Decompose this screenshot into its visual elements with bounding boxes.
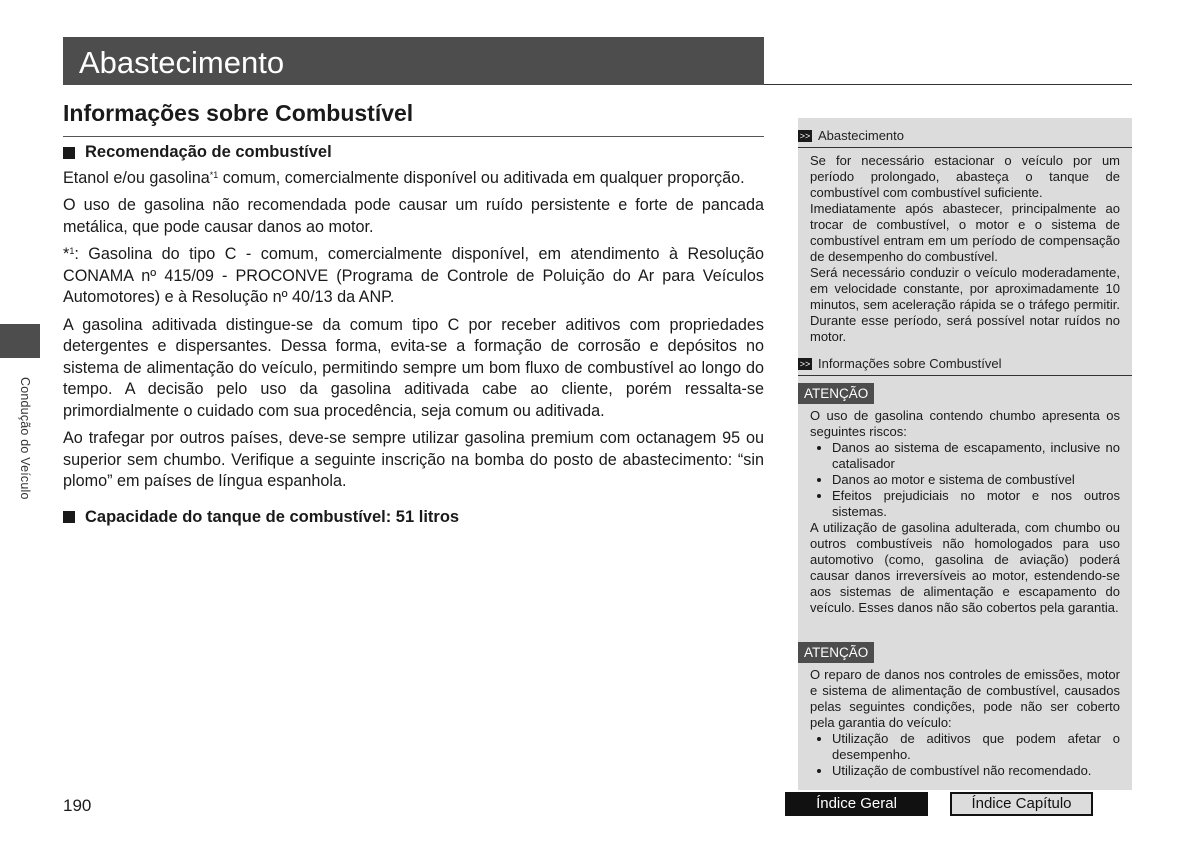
- warning-badge: ATENÇÃO: [798, 383, 874, 404]
- chapter-side-label: Condução do Veículo: [18, 377, 32, 500]
- paragraph-warning-knock: O uso de gasolina não recomendada pode causar um ruído persistente e forte de pancada metálica, que pode causar danos ao motor.: [63, 196, 764, 236]
- general-index-button[interactable]: Índice Geral: [785, 792, 928, 816]
- title-underline: [764, 84, 1132, 85]
- list-item: • Utilização de aditivos que podem afetar o desempenho.: [832, 731, 1120, 763]
- list-item: • Efeitos prejudiciais no motor e nos outros sistemas.: [832, 488, 1120, 520]
- section-divider: [63, 136, 764, 137]
- square-bullet-icon: [63, 147, 75, 159]
- chapter-title: Abastecimento: [79, 45, 285, 80]
- chapter-title-bar: [63, 37, 764, 85]
- chapter-index-button[interactable]: Índice Capítulo: [950, 792, 1093, 816]
- list-item: • Danos ao sistema de escapamento, inclusive no catalisador: [832, 440, 1120, 472]
- main-content: [63, 142, 764, 532]
- warning-lead-fuel: O uso de gasolina contendo chumbo apresenta os seguintes riscos: • Danos ao sistema de escapamento, inclusive no catalisador • Danos ao motor e sistema de combustível • Efeitos prejudiciais no motor e nos outros sistemas. A utilização de gasolina adulterada, com chumbo ou outros combustíveis não homologados para uso automotivo (como, gasolina de aviação) poderá causar danos irreversíveis ao motor, estendendo-se aos sistemas de alimentação e escapamento do veículo. Esses danos não são cobertos pela garantia.: [810, 408, 1120, 616]
- capacity-heading: Capacidade do tanque de combustível: 51 litros: [63, 507, 764, 529]
- reference-fuel-info[interactable]: >> Informações sobre Combustível: [798, 356, 1132, 376]
- recommendation-heading: Recomendação de combustível: [63, 142, 764, 164]
- chapter-side-tab: [0, 324, 40, 358]
- list-item: • Utilização de combustível não recomendado.: [832, 763, 1120, 779]
- sidebar-notes: [798, 118, 1132, 790]
- list-item: • Danos ao motor e sistema de combustível: [832, 472, 1120, 488]
- page-number: 190: [63, 796, 92, 815]
- paragraph-foreign-countries: Ao trafegar por outros países, deve-se sempre utilizar gasolina premium com octanagem 95 ou superior sem chumbo. Verifique a seguinte inscrição na bomba do posto de abastecimento: “sin plomo” em países de língua espanhola.: [63, 429, 764, 490]
- double-arrow-icon: >>: [799, 359, 811, 369]
- section-title: Informações sobre Combustível: [63, 100, 414, 126]
- square-bullet-icon: [63, 511, 75, 523]
- warning-badge: ATENÇÃO: [798, 642, 874, 663]
- reference-abastecimento[interactable]: >> Abastecimento: [798, 128, 1132, 148]
- paragraph-additive-gasoline: A gasolina aditivada distingue-se da comum tipo C por receber aditivos com propriedades detergentes e dispersantes. Dessa forma, evita-se a formação de corrosão e depósitos no sistema de alimentação do veículo, permitindo sempre um bom fluxo de combustível ao longo do tempo. A decisão pelo uso da gasolina aditivada cabe ao cliente, porém ressalta-se primordialmente o cuidado com sua procedência, seja comum ou aditivada.: [63, 315, 764, 420]
- paragraph-fuel-type: Etanol e/ou gasolina$^{*1}$ comum, comercialmente disponível ou aditivada em qualquer proporção.: [63, 168, 745, 187]
- warning-emissions: O reparo de danos nos controles de emissões, motor e sistema de alimentação de combustível, causados pelas seguintes condições, pode não ser coberto pela garantia do veículo: • Utilização de aditivos que podem afetar o desempenho. • Utilização de combustível não recomendado.: [810, 667, 1120, 779]
- refuel-notes: Se for necessário estacionar o veículo por um período prolongado, abasteça o tanque de combustível com combustível suficiente. Imediatamente após abastecer, principalmente ao trocar de combustível, o motor e o sistema de combustível entram em um período de compensação de desempenho do combustível. Será necessário conduzir o veículo moderadamente, em velocidade constante, por aproximadamente 10 minutos, sem aceleração rápida se o tráfego permitir. Durante esse período, será possível notar ruídos no motor.: [810, 153, 1120, 344]
- paragraph-footnote: *$^1$: Gasolina do tipo C - comum, comercialmente disponível, em atendimento à Resolução CONAMA nº 415/09 - PROCONVE (Programa de Controle de Poluição do Ar para Veículos Automotores) e à Resolução nº 40/13 da ANP.: [63, 245, 764, 306]
- double-arrow-icon: >>: [799, 131, 811, 141]
